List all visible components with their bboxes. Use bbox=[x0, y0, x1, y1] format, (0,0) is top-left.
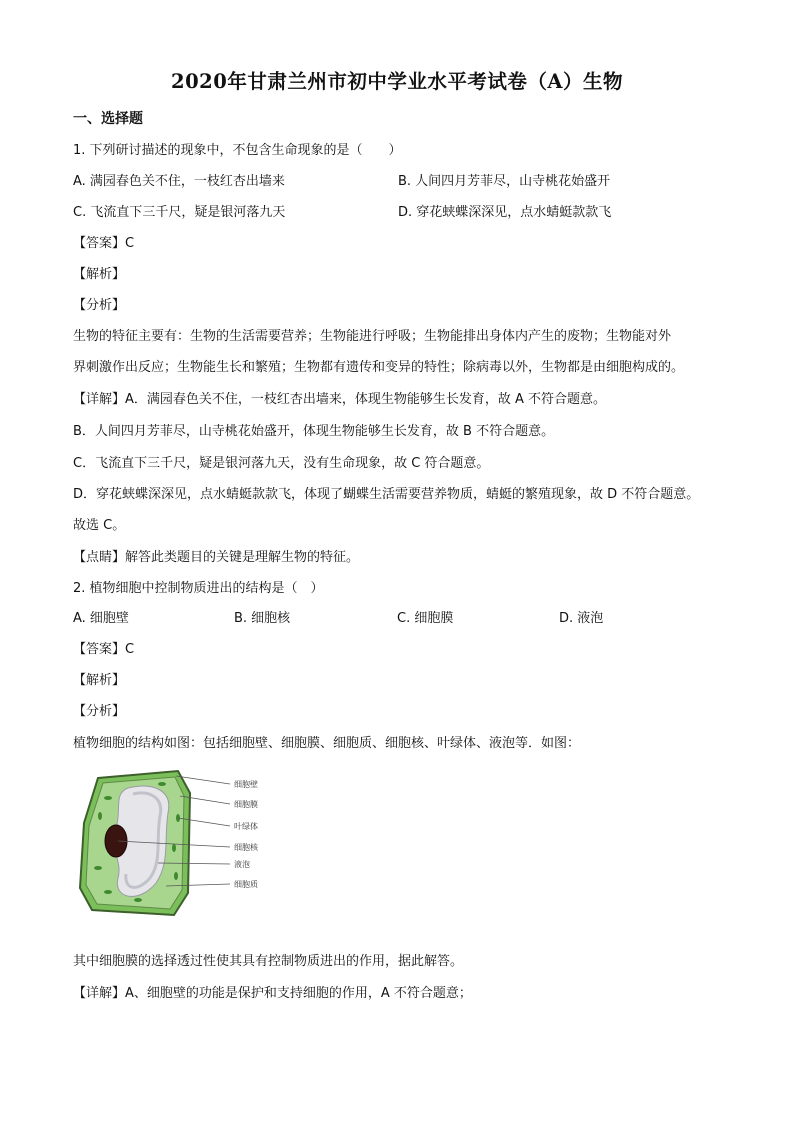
q2-option-b: B. 细胞核 bbox=[234, 611, 291, 626]
q1-option-d: D. 穿花蛱蝶深深见，点水蜻蜓款款飞 bbox=[398, 205, 612, 220]
q1-fenxi-label: 【分析】 bbox=[73, 298, 126, 313]
label-cytoplasm: 细胞质 bbox=[234, 880, 258, 889]
q2-answer: 【答案】C bbox=[73, 642, 135, 657]
q1-detail-b: B．人间四月芳菲尽，山寺桃花始盛开，体现生物能够生长发育，故 B 不符合题意。 bbox=[73, 424, 555, 439]
q1-option-b: B. 人间四月芳菲尽，山寺桃花始盛开 bbox=[398, 174, 611, 189]
q2-jiexi-label: 【解析】 bbox=[73, 673, 126, 688]
q2-detail-a: 【详解】A、细胞壁的功能是保护和支持细胞的作用，A 不符合题意； bbox=[73, 986, 472, 1001]
q1-option-c: C. 飞流直下三千尺，疑是银河落九天 bbox=[73, 205, 286, 220]
q1-detail-d: D．穿花蛱蝶深深见，点水蜻蜓款款飞，体现了蝴蝶生活需要营养物质，蜻蜓的繁殖现象，故 D 不符合题意。 bbox=[73, 487, 700, 502]
section-title: 一、选择题 bbox=[73, 111, 143, 127]
q1-answer: 【答案】C bbox=[73, 236, 135, 251]
q1-stem: 1. 下列研讨描述的现象中，不包含生命现象的是（ ） bbox=[73, 143, 402, 158]
q2-after-figure: 其中细胞膜的选择透过性使其具有控制物质进出的作用，据此解答。 bbox=[73, 954, 464, 969]
q2-fenxi-label: 【分析】 bbox=[73, 704, 126, 719]
label-nucleus: 细胞核 bbox=[234, 843, 258, 852]
q2-stem: 2. 植物细胞中控制物质进出的结构是（ ） bbox=[73, 581, 324, 596]
label-cell-wall: 细胞壁 bbox=[234, 780, 258, 789]
page-title: 2020年甘肃兰州市初中学业水平考试卷（A）生物 bbox=[171, 70, 623, 93]
q2-option-d: D. 液泡 bbox=[559, 611, 604, 626]
label-vacuole: 液泡 bbox=[234, 860, 250, 869]
q1-option-a: A. 满园春色关不住，一枝红杏出墙来 bbox=[73, 174, 285, 189]
q1-analysis-line1: 生物的特征主要有：生物的生活需要营养；生物能进行呼吸；生物能排出身体内产生的废物；生物能对外 bbox=[73, 329, 672, 344]
label-chloroplast: 叶绿体 bbox=[234, 822, 258, 831]
q1-analysis-line2: 界刺激作出反应；生物能生长和繁殖；生物都有遗传和变异的特性；除病毒以外，生物都是由细胞构成的。 bbox=[73, 360, 685, 375]
q1-detail-c: C．飞流直下三千尺，疑是银河落九天，没有生命现象，故 C 符合题意。 bbox=[73, 456, 490, 471]
q1-detail-a: 【详解】A．满园春色关不住，一枝红杏出墙来，体现生物能够生长发育，故 A 不符合题意。 bbox=[73, 392, 607, 407]
plant-cell-diagram bbox=[78, 768, 298, 918]
q1-jiexi-label: 【解析】 bbox=[73, 267, 126, 282]
label-cell-membrane: 细胞膜 bbox=[234, 800, 258, 809]
q2-option-a: A. 细胞壁 bbox=[73, 611, 129, 626]
q1-dianjing: 【点睛】解答此类题目的关键是理解生物的特征。 bbox=[73, 550, 360, 565]
q1-conclusion: 故选 C。 bbox=[73, 518, 126, 533]
q2-option-c: C. 细胞膜 bbox=[397, 611, 454, 626]
q2-analysis-line1: 植物细胞的结构如图：包括细胞壁、细胞膜、细胞质、细胞核、叶绿体、液泡等．如图： bbox=[73, 736, 581, 751]
